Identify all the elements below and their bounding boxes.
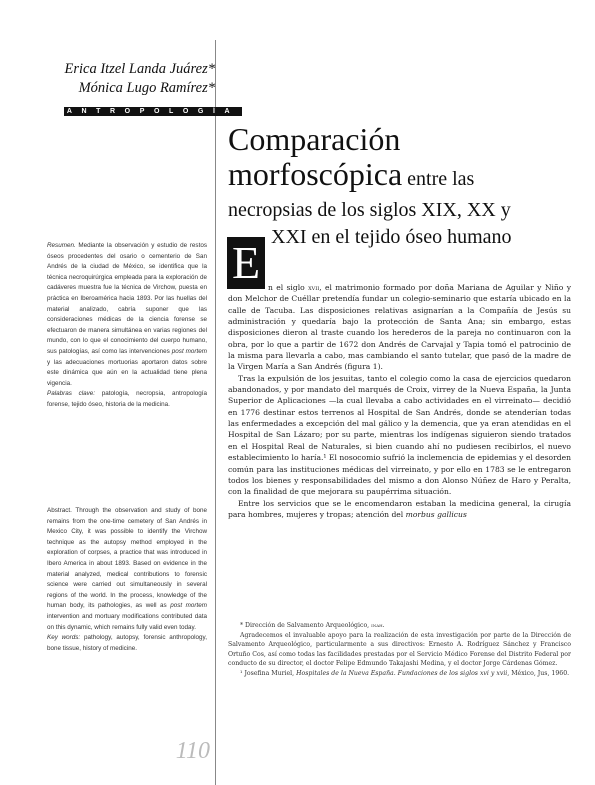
abstract-block — [47, 506, 207, 654]
section-label: ANTROPOLOGÍA — [64, 107, 242, 116]
keywords-label-en: Key words: — [47, 634, 81, 642]
title-line: XXI en el tejido óseo humano — [271, 226, 512, 248]
footnote-text: . — [382, 622, 385, 629]
body-paragraph — [228, 498, 571, 521]
resumen-block — [47, 241, 207, 411]
body-text — [228, 282, 571, 520]
keywords-text: patología, necropsia, antropología forense, tejido óseo, historia de la medicina. — [47, 390, 207, 408]
column-divider — [215, 40, 216, 785]
footnote-text: Hospitales de la Nueva España. Fundaciones de los siglos xvi y xvii — [296, 669, 508, 677]
abstract-text: Abstract. Through the observation and study of bone remains from the one-time cemetery of San Andrés in Mexico City, it was possible to identify the Virchow technique as the autopsy method employed in the exploration of corpses, a practice that was introduced in Ibero America in about 1893. Based on evidence in the material analyzed, medical contributions to forensic science were carried out simultaneously in several regions of the world. In the process, knowledge of the human body, its pathologies, as well as — [47, 507, 207, 610]
footnote — [228, 621, 571, 631]
title-word: morfoscópica — [228, 156, 403, 192]
body-paragraph: Tras la expulsión de los jesuitas, tanto el colegio como la casa de ejercicios quedaron abandonados, y por mandato del marqués de Croix, virrey de la Nueva España, la Junta Superior de Aplicaciones —la cual llevaba a cabo actividades en el virreinato— decidió en 1776 destinar estos terrenos al Hospital de San Andrés, donde se atenderían todas las enfermedades a excepción del mal gálico y la demencia, que ya eran atendidas en el Hospital de San Lázaro; por su parte, mientras los indígenas siguieron siendo tratados en el Hospital Real de Naturales, si bien cuando ahí no pudiesen recibirlos, el nuevo establecimiento lo haría.¹ El nosocomio sufrió la inclemencia de epidemias y el desorden común para las instituciones médicas del virreinato, y por ello en 1783 se le entregaron todos los bienes y responsabilidades del mismo a don Alonso Núñez de Haro y Peralta, con la finalidad de que mejorara su paupérrima situación. — [228, 373, 571, 497]
body-text-run: n el siglo — [268, 283, 309, 292]
footnote-text: * Dirección de Salvamento Arqueológico, — [240, 622, 372, 629]
footnote-text: , México, Jus, 1960. — [507, 669, 570, 677]
abstract-italic: post mortem — [170, 602, 207, 610]
article-title — [228, 122, 573, 251]
drop-cap: E — [227, 237, 265, 289]
footnote-text: ¹ Josefina Muriel, — [240, 669, 297, 677]
body-text-run: Entre los servicios que se le encomendaron estaban la medicina general, la cirugía para hombres, mujeres y tropas; atención del — [228, 498, 571, 519]
resumen-label: Resumen. — [47, 242, 76, 249]
resumen-text-2: y las adecuaciones mortuorias aportaron datos sobre este dinámica que aún en la actualidad tiene plena vigencia. — [47, 358, 207, 387]
title-line: Comparación — [228, 121, 401, 157]
body-text-run: xvii — [308, 283, 320, 292]
footnote: Agradecemos el invaluable apoyo para la realización de esta investigación por parte de la Dirección de Salvamento Arqueológico, particularmente a sus directivos: Ernesto A. Rodríguez Sánchez y Francisco Ortuño Cos, así como todas las facilidades prestadas por el Servicio Médico Forense del Distrito Federal por conducto de su director, el doctor Felipe Edmundo Takajashi Medina, y el doctor Jorge Cárdenas Gómez. — [228, 631, 571, 667]
footnote — [228, 669, 571, 679]
footnotes — [228, 621, 571, 678]
body-text-run: , el matrimonio formado por doña Mariana de Aguilar y Niño y don Melchor de Cuéllar pretendía fundar un colegio-seminario que estaría ubicado en la calle de Tacuba. Las disposiciones relativas asignarían a la Compañía de Jesús su administración y quedaría bajo la protección de Santa Ana; sin embargo, estas disposiciones dieron al traste cuando los herederos de la pareja no continuaron con la obra, por lo que a partir de 1672 don Andrés de Carvajal y Tapia tomó el patrocinio de la misma para llevarla a cabo, mas cambiando el santo tutelar, que pasó de la madre de la Virgen María a San Andrés (figura 1). — [228, 283, 571, 372]
author-name: Erica Itzel Landa Juárez* — [64, 61, 215, 77]
authors-block — [30, 60, 215, 98]
abstract-text-2: intervention and mortuary modifications contributed data on this dynamic, which remains fully valid even today. — [47, 612, 207, 631]
resumen-italic: post mortem — [171, 347, 207, 355]
body-paragraph — [228, 282, 571, 373]
title-line: necropsias de los siglos XIX, XX y — [228, 199, 511, 221]
footnote-text: inah — [371, 622, 383, 629]
title-word: entre las — [402, 168, 475, 190]
author-name: Mónica Lugo Ramírez* — [78, 80, 215, 96]
body-text-run: morbus gallicus — [405, 509, 467, 519]
title-line — [228, 156, 573, 197]
page-number: 110 — [175, 738, 210, 764]
resumen-text: Mediante la observación y estudio de restos óseos procedentes del osario o cementerio de San Andrés de la ciudad de México, se identifica que la técnica necroquirúrgica empleada para la exploración de cadáveres muestra fue la técnica de Virchow, puesta en práctica en Iberoamérica hacia 1893. Por las huellas del material analizado, cabría suponer que las consideraciones médicas de la ciencia forense se efectuaron de manera simultánea en varias regiones del mundo, con lo que el conocimiento del cuerpo humano, sus patologías, así como las intervenciones — [47, 242, 207, 355]
keywords-label: Palabras clave: — [47, 390, 96, 398]
keywords-text-en: pathology, autopsy, forensic anthropology, bone tissue, history of medicine. — [47, 634, 207, 652]
